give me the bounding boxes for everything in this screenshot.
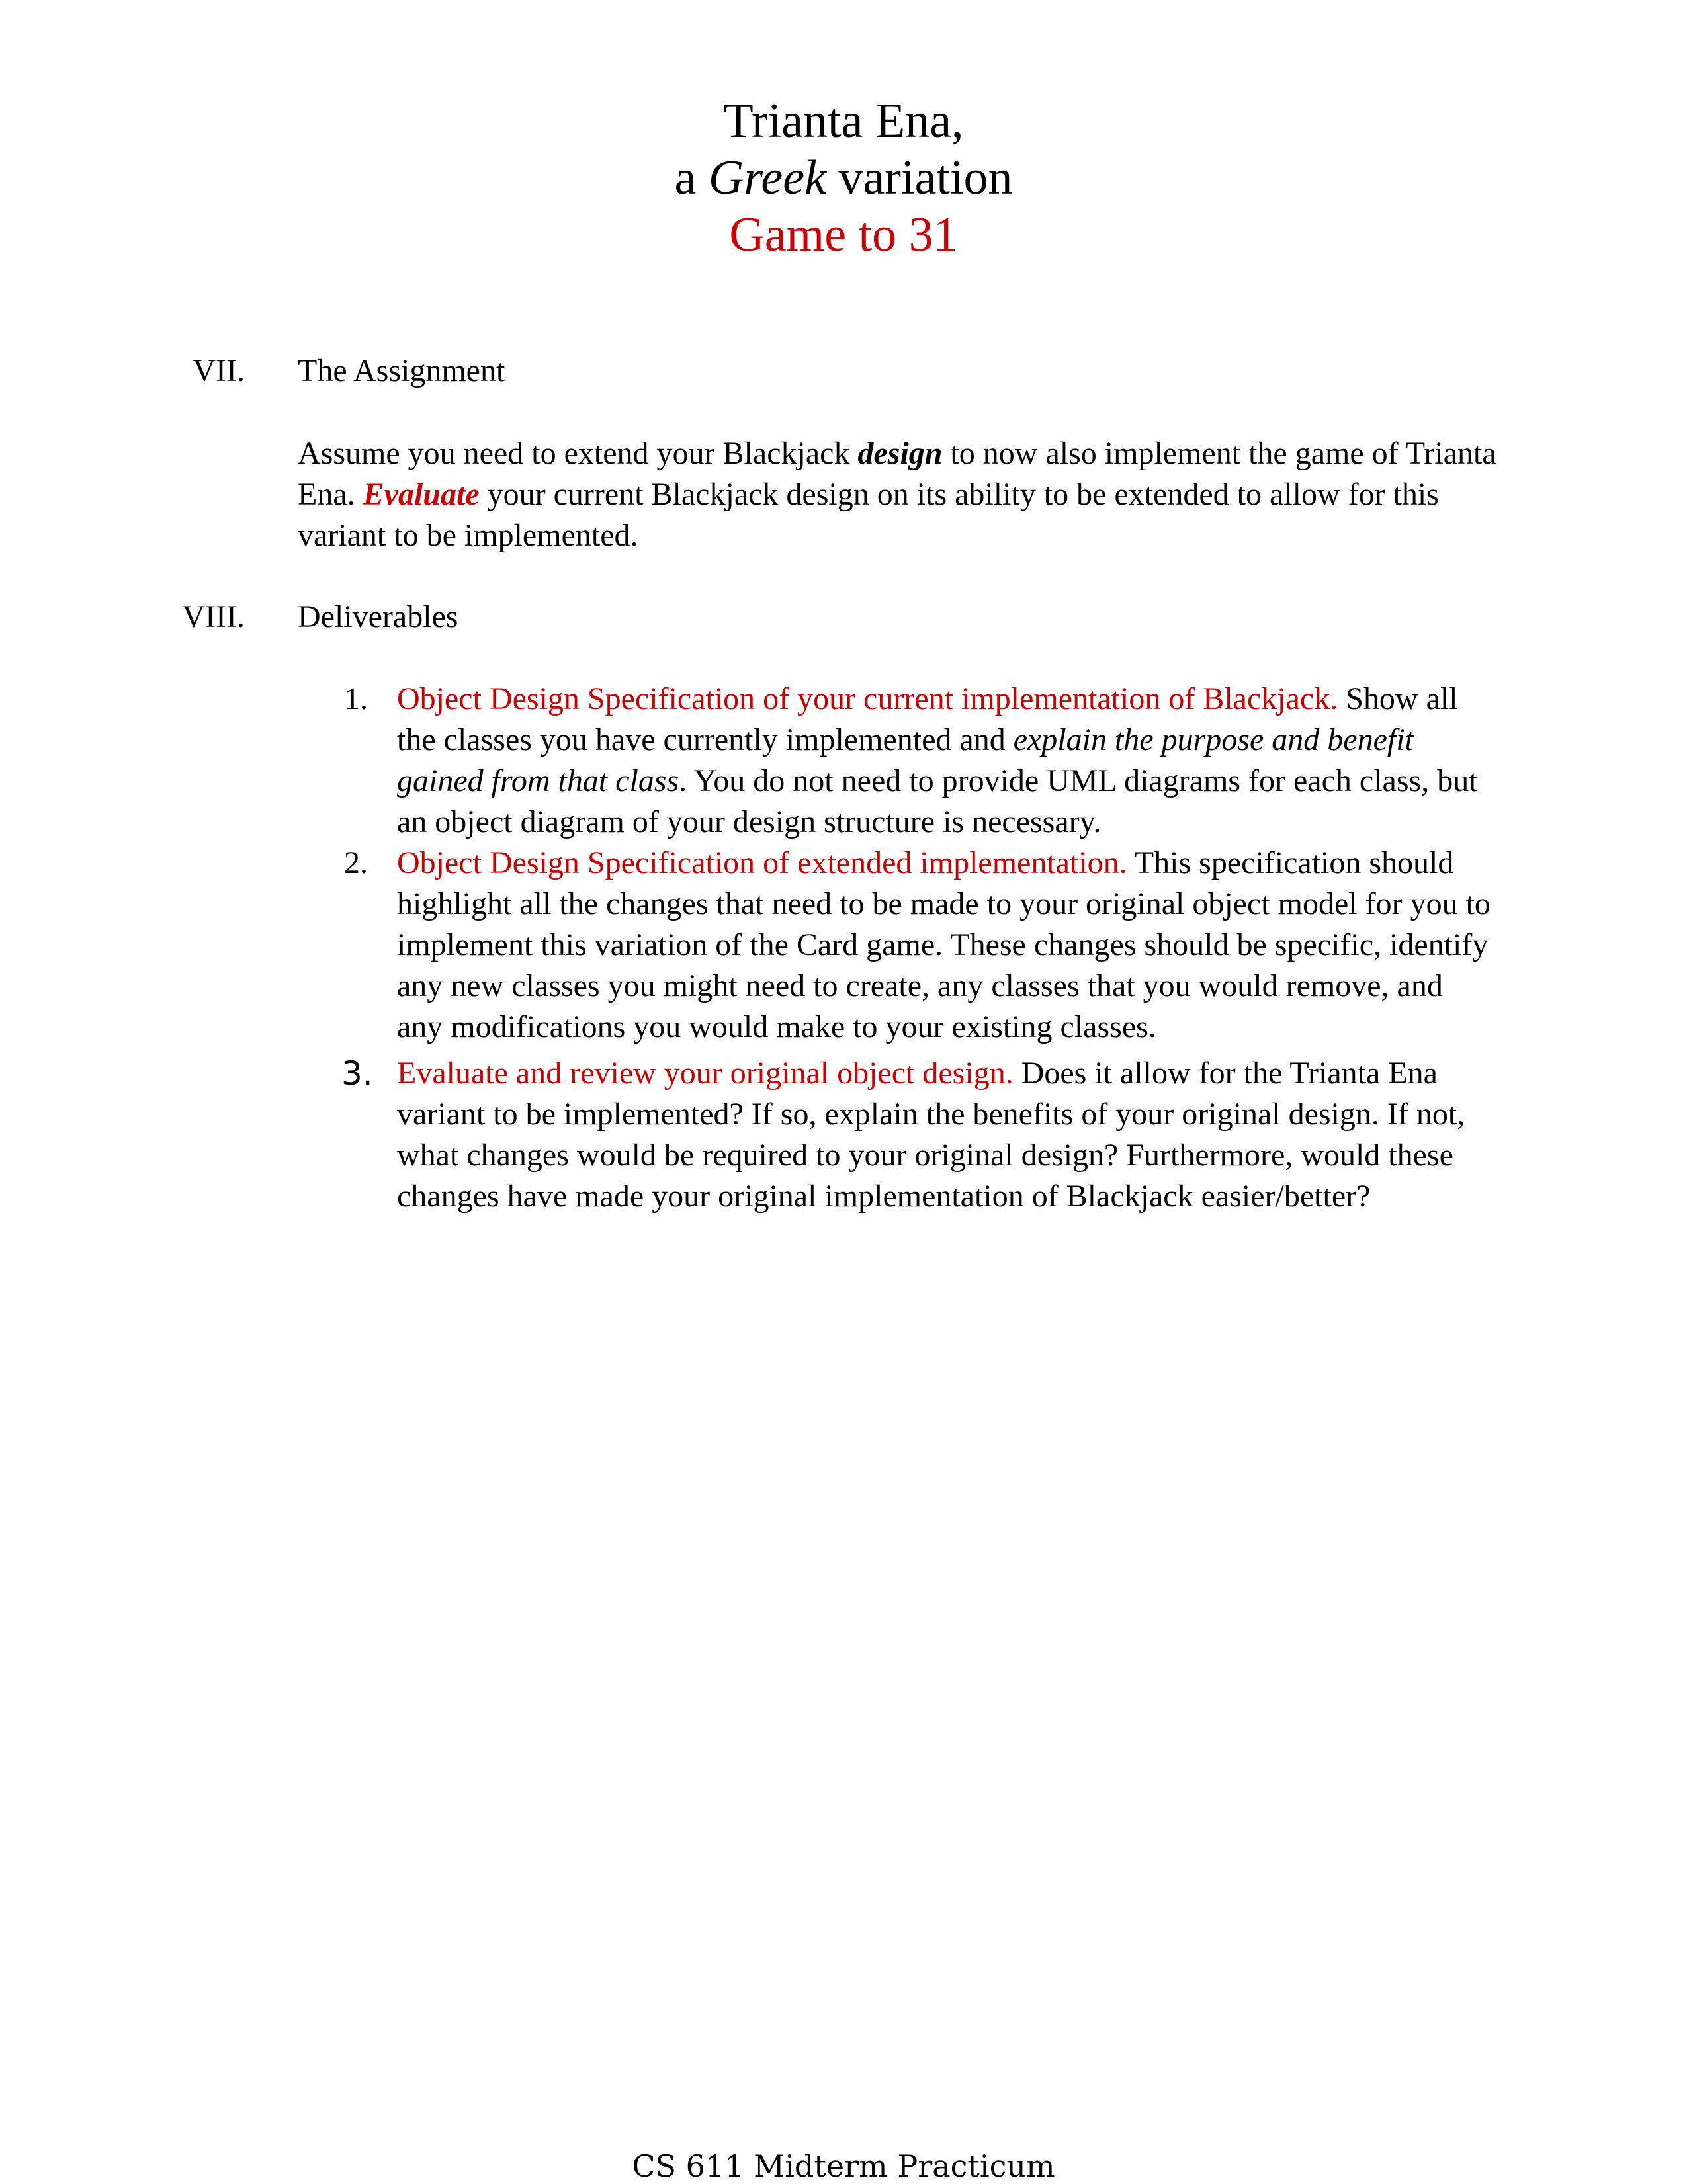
list-item-number: 2. xyxy=(344,845,368,880)
assignment-text-3: your current Blackjack design on its ability to be extended to allow for this variant to be implemented. xyxy=(298,477,1439,553)
list-item-text: Does it allow for the Trianta Ena variant to be implemented? If so, explain the benefits of your original design. If not, what changes would be required to your original design? Furthermore, would these changes have made your original implementation of Blackjack easier/better? xyxy=(397,1056,1465,1214)
assignment-emph-design: design xyxy=(857,436,943,471)
section-heading: The Assignment xyxy=(298,353,505,388)
list-item-number: 3. xyxy=(341,1054,373,1093)
title-line-2-suffix: variation xyxy=(826,151,1013,205)
list-item-italic-text: explain the purpose and benefit gained from that class xyxy=(397,722,1414,798)
section-vii xyxy=(0,351,1687,392)
assignment-emph-evaluate: Evaluate xyxy=(363,477,480,512)
list-item-text: This specification should highlight all the changes that need to be made to your original object model for you to implement this variation of the Card game. These changes should be specific, identify any new classes you might need to create, any classes that you would remove, and any modifications you would make to your existing classes. xyxy=(397,845,1491,1044)
page-footer: CS 611 Midterm Practicum xyxy=(632,2148,1055,2184)
list-item xyxy=(304,843,1495,1048)
list-item xyxy=(304,1053,1495,1217)
section-number: VII. xyxy=(193,353,245,388)
assignment-paragraph xyxy=(298,433,1508,556)
section-viii xyxy=(0,597,1687,638)
list-item-number: 1. xyxy=(344,681,368,716)
title-line-3: Game to 31 xyxy=(729,208,958,262)
list-item-text-end: . You do not need to provide UML diagrams for each class, but an object diagram of your design structure is necessary. xyxy=(397,763,1478,839)
title-line-2-prefix: a xyxy=(674,151,709,205)
title-line-2-italic: Greek xyxy=(708,151,826,205)
list-item-red-text: Object Design Specification of your current implementation of Blackjack. xyxy=(397,681,1338,716)
section-heading: Deliverables xyxy=(298,599,458,634)
document-title xyxy=(0,93,1687,263)
list-item-red-text: Object Design Specification of extended implementation. xyxy=(397,845,1127,880)
list-item-red-text: Evaluate and review your original object design. xyxy=(397,1056,1014,1091)
title-line-1: Trianta Ena, xyxy=(723,94,964,148)
section-number: VIII. xyxy=(182,599,245,634)
assignment-text-1: Assume you need to extend your Blackjack xyxy=(298,436,858,471)
list-item xyxy=(304,679,1495,843)
title-line-2 xyxy=(0,149,1687,206)
deliverables-list xyxy=(304,679,1495,1217)
assignment-text-2: to now also implement the game of Trianta Ena. xyxy=(298,436,1496,512)
list-item-text: Show all the classes you have currently implemented and xyxy=(397,681,1458,757)
